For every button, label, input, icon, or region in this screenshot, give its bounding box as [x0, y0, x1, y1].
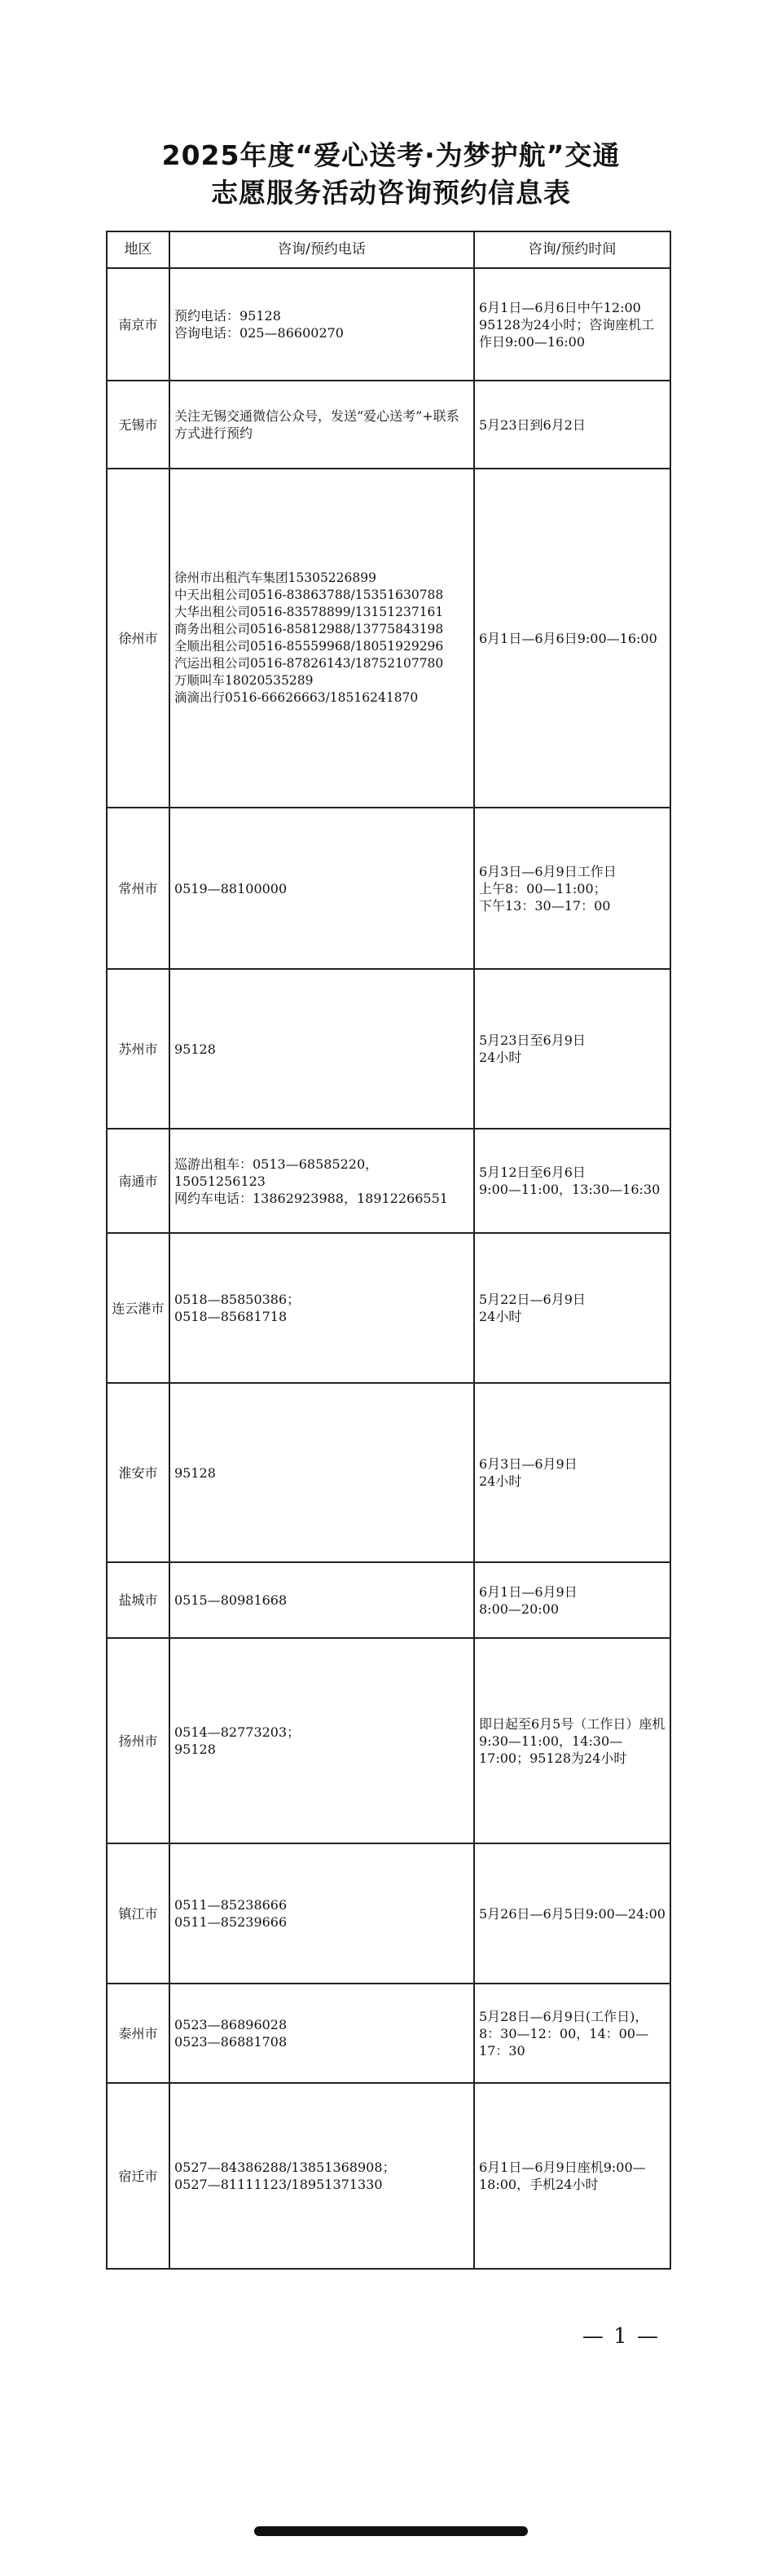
table-row	[107, 1129, 670, 1233]
phone-cell: 0511—85238666 0511—85239666	[169, 1843, 474, 1984]
table-row	[107, 469, 670, 808]
region-cell: 徐州市	[107, 469, 169, 808]
phone-cell: 0514—82773203； 95128	[169, 1638, 474, 1843]
region-cell: 盐城市	[107, 1562, 169, 1638]
header-region: 地区	[107, 231, 169, 268]
document-title	[0, 137, 782, 212]
table-row	[107, 1984, 670, 2083]
time-cell: 5月23日到6月2日	[474, 381, 670, 469]
phone-cell: 0527—84386288/13851368908； 0527—81111123/18951371330	[169, 2083, 474, 2269]
table-row	[107, 1233, 670, 1383]
table-row	[107, 1562, 670, 1638]
table-row	[107, 268, 670, 381]
time-cell: 5月22日—6月9日 24小时	[474, 1233, 670, 1383]
table-row	[107, 381, 670, 469]
region-cell: 南京市	[107, 268, 169, 381]
phone-cell: 徐州市出租汽车集团15305226899 中天出租公司0516-83863788/15351630788 大华出租公司0516-83578899/13151237161 商务出租公司0516-85812988/13775843198 全顺出租公司0516-85559968/18051929296 汽运出租公司0516-87826143/18752107780 万顺叫车18020535289 滴滴出行0516-66626663/18516241870	[169, 469, 474, 808]
time-cell: 5月23日至6月9日 24小时	[474, 969, 670, 1129]
table-row	[107, 808, 670, 969]
page-number: — 1 —	[582, 2324, 660, 2349]
time-cell: 6月1日—6月6日中午12:00 95128为24小时；咨询座机工作日9:00—16:00	[474, 268, 670, 381]
phone-cell: 0523—86896028 0523—86881708	[169, 1984, 474, 2083]
region-cell: 泰州市	[107, 1984, 169, 2083]
time-cell: 5月28日—6月9日(工作日)，8：30—12：00，14：00—17：30	[474, 1984, 670, 2083]
time-cell: 5月26日—6月5日9:00—24:00	[474, 1843, 670, 1984]
phone-cell: 0518—85850386； 0518—85681718	[169, 1233, 474, 1383]
time-cell: 6月1日—6月9日座机9:00—18:00，手机24小时	[474, 2083, 670, 2269]
table-row	[107, 2083, 670, 2269]
phone-cell: 预约电话：95128 咨询电话：025—86600270	[169, 268, 474, 381]
time-cell: 6月3日—6月9日工作日 上午8：00—11:00； 下午13：30—17：00	[474, 808, 670, 969]
time-cell: 5月12日至6月6日 9:00—11:00，13:30—16:30	[474, 1129, 670, 1233]
region-cell: 苏州市	[107, 969, 169, 1129]
phone-cell: 95128	[169, 969, 474, 1129]
phone-cell: 0519—88100000	[169, 808, 474, 969]
consultation-info-table	[106, 231, 671, 2270]
table-row	[107, 969, 670, 1129]
region-cell: 连云港市	[107, 1233, 169, 1383]
time-cell: 即日起至6月5号（工作日）座机9:30—11:00，14:30—17:00；95128为24小时	[474, 1638, 670, 1843]
region-cell: 宿迁市	[107, 2083, 169, 2269]
region-cell: 南通市	[107, 1129, 169, 1233]
region-cell: 扬州市	[107, 1638, 169, 1843]
region-cell: 镇江市	[107, 1843, 169, 1984]
region-cell: 淮安市	[107, 1383, 169, 1562]
phone-cell: 0515—80981668	[169, 1562, 474, 1638]
time-cell: 6月3日—6月9日 24小时	[474, 1383, 670, 1562]
home-indicator[interactable]	[254, 2526, 528, 2536]
header-phone: 咨询/预约电话	[169, 231, 474, 268]
title-line-1: 2025年度“爱心送考·为梦护航”交通	[161, 139, 621, 171]
time-cell: 6月1日—6月6日9:00—16:00	[474, 469, 670, 808]
phone-cell: 95128	[169, 1383, 474, 1562]
title-line-2: 志愿服务活动咨询预约信息表	[211, 177, 571, 209]
table-header-row	[107, 231, 670, 268]
time-cell: 6月1日—6月9日 8:00—20:00	[474, 1562, 670, 1638]
phone-cell: 关注无锡交通微信公众号，发送“爱心送考”+联系方式进行预约	[169, 381, 474, 469]
table-row	[107, 1843, 670, 1984]
region-cell: 常州市	[107, 808, 169, 969]
header-time: 咨询/预约时间	[474, 231, 670, 268]
table-row	[107, 1383, 670, 1562]
table-row	[107, 1638, 670, 1843]
phone-cell: 巡游出租车：0513—68585220，15051256123 网约车电话：13862923988，18912266551	[169, 1129, 474, 1233]
region-cell: 无锡市	[107, 381, 169, 469]
